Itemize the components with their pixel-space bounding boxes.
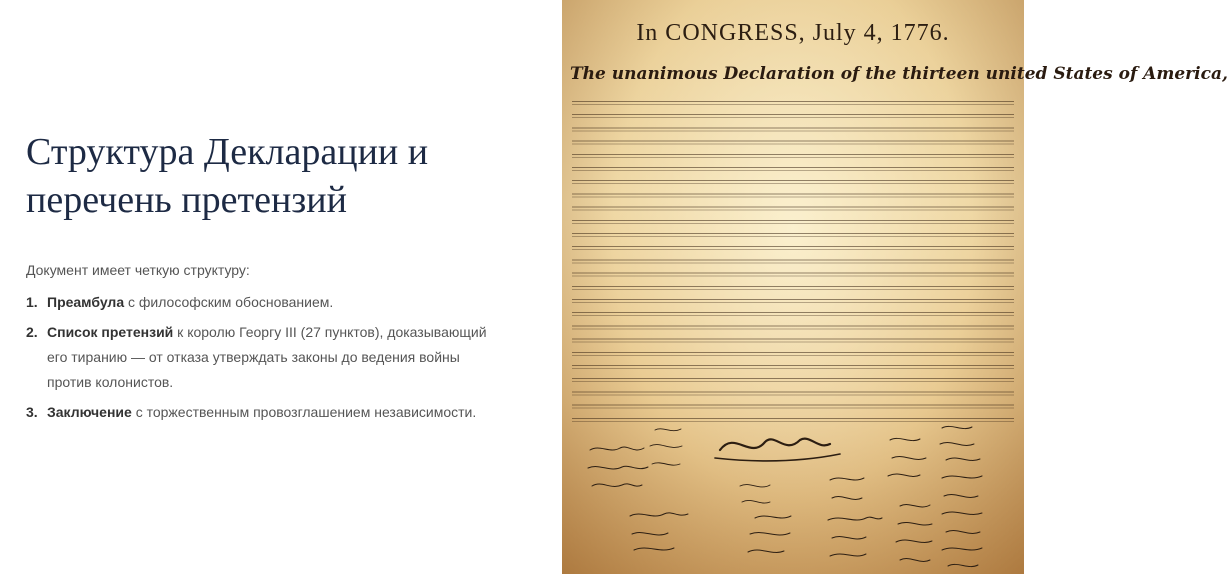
slide-title-line-2: перечень претензий [26,179,347,221]
signatures-block [570,420,1016,570]
structure-list [26,290,496,430]
list-item-term: Заключение [47,404,132,420]
intro-text: Документ имеет четкую структуру: [26,262,250,278]
list-item-term: Список претензий [47,324,174,340]
list-item-text: к королю Георгу III (27 пунктов), доказывающий его тиранию — от отказа утверждать законы до ведения войны против колонистов. [47,324,487,390]
list-item-text: с философским обоснованием. [124,294,334,310]
list-item [26,320,496,395]
list-item-body [47,320,496,395]
slide-title [26,128,526,224]
list-item-number: 3. [26,404,38,420]
list-item-number: 2. [26,324,38,340]
slide-title-line-1: Структура Декларации и [26,131,429,173]
list-item [26,290,496,315]
list-item [26,400,496,425]
list-item-number: 1. [26,294,38,310]
list-item-text: с торжественным провозглашением независимости. [131,404,477,420]
list-item-body [47,290,496,315]
list-item-body [47,400,496,425]
declaration-body-text [572,96,1014,426]
list-item-term: Преамбула [47,294,125,310]
declaration-image [562,0,1228,574]
declaration-title: The unanimous Declaration of the thirteen united States of America, [570,64,1228,84]
declaration-heading: In CONGRESS, July 4, 1776. [636,20,950,46]
